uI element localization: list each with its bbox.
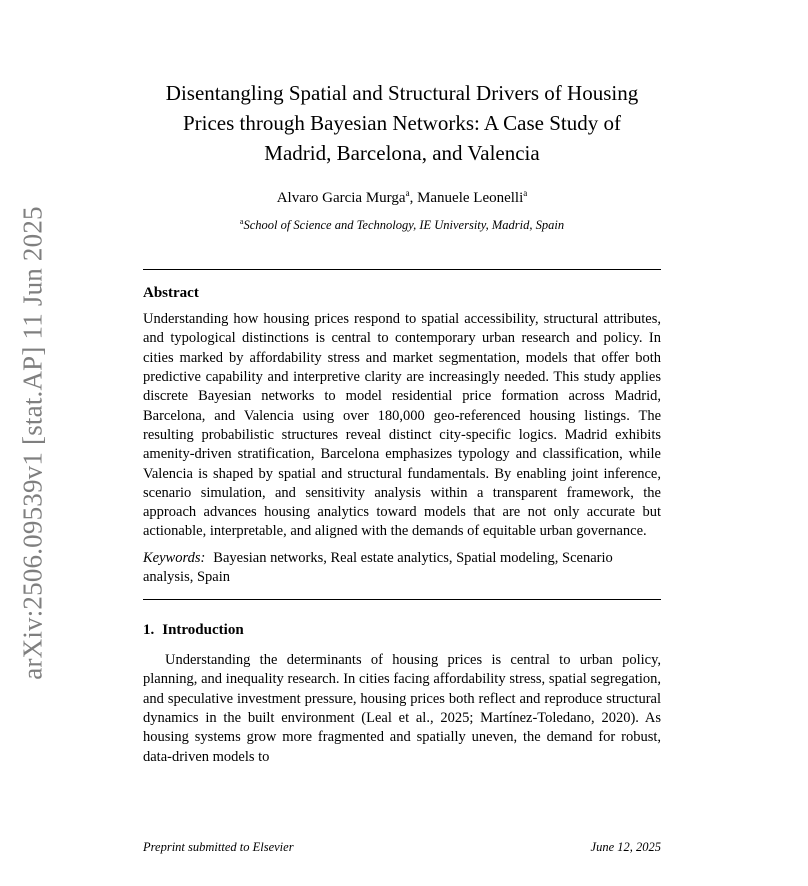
abstract-heading: Abstract <box>143 285 199 302</box>
page-footer <box>143 840 661 855</box>
paper-title <box>143 78 661 168</box>
title-line-2: Prices through Bayesian Networks: A Case Study of <box>182 111 622 135</box>
author-name: Alvaro Garcia Murga <box>276 190 406 206</box>
footer-date: June 12, 2025 <box>590 840 661 854</box>
keywords <box>143 549 661 588</box>
affiliation-text: School of Science and Technology, IE University, Madrid, Spain <box>243 218 565 233</box>
keywords-label: Keywords: <box>143 549 206 566</box>
paper-first-page <box>143 74 661 767</box>
affiliation-mark: a <box>239 217 244 226</box>
abstract-body: Understanding how housing prices respond to spatial accessibility, structural attributes, and typological distinctions is central to contemporary urban research and policy. In cities marked by affordability stress and market segmentation, models that offer both predictive capability and interpretive clarity are increasingly needed. This study applies discrete Bayesian networks to model residential price formation across Madrid, Barcelona, and Valencia using over 180,000 geo-referenced housing listings. The resulting probabilistic structures reveal distinct city-specific logics. Madrid exhibits amenity-driven stratification, Barcelona emphasizes typology and classification, while Valencia is shaped by spatial and structural fundamentals. By enabling joint inference, scenario simulation, and sensitivity analysis within a transparent framework, the approach advances housing analytics toward models that are not only accurate but actionable, interpretable, and aligned with the demands of equitable urban governance. <box>143 311 661 540</box>
abstract-top-rule <box>143 269 661 270</box>
author-list <box>143 183 661 208</box>
author-affiliation-mark: a <box>405 188 410 198</box>
title-line-3: Madrid, Barcelona, and Valencia <box>264 141 540 165</box>
author-affiliation-mark: a <box>523 188 528 198</box>
section-title: Introduction <box>162 621 244 638</box>
abstract-bottom-rule <box>143 599 661 600</box>
section-number: 1. <box>143 621 155 638</box>
author-name: Manuele Leonelli <box>417 190 524 206</box>
arxiv-identifier: arXiv:2506.09539v1 [stat.AP] 11 Jun 2025 <box>17 206 48 680</box>
section-heading-introduction <box>143 620 661 640</box>
affiliation <box>143 214 661 233</box>
author-separator: , <box>409 190 418 206</box>
title-line-1: Disentangling Spatial and Structural Drivers of Housing <box>165 81 639 105</box>
introduction-body: Understanding the determinants of housing prices is central to urban policy, planning, and inequality research. In cities facing affordability stress, spatial segregation, and speculative investment pressure, housing prices both reflect and reproduce structural dynamics in the built environment (Leal et al., 2025; Martínez-Toledano, 2020). As housing systems grow more fragmented and spatially uneven, the demand for robust, data-driven models to <box>143 651 661 765</box>
keywords-text: Bayesian networks, Real estate analytics, Spatial modeling, Scenario analysis, Spain <box>143 549 613 586</box>
footer-preprint-note: Preprint submitted to Elsevier <box>143 840 294 854</box>
